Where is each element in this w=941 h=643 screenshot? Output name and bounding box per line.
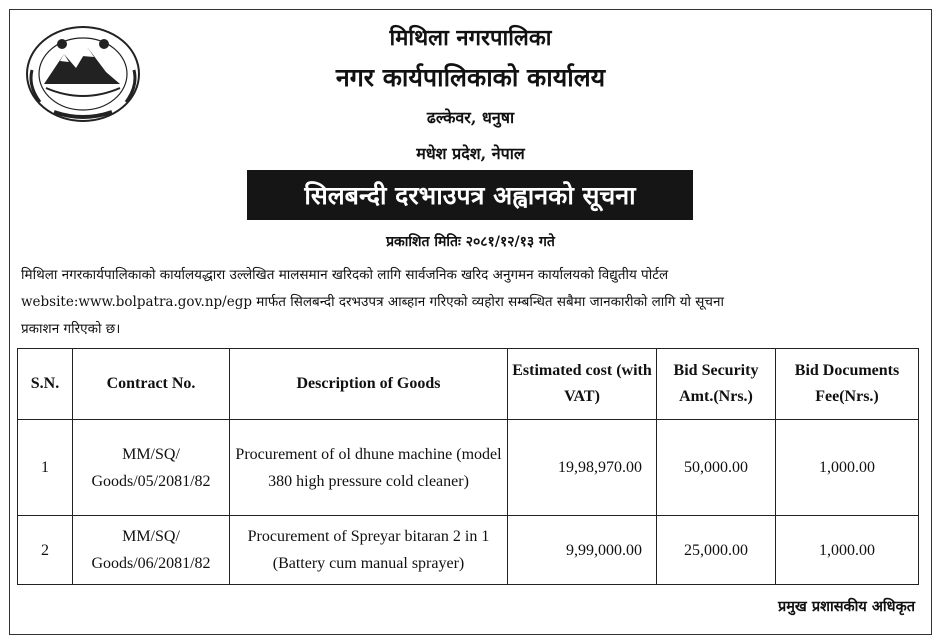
- cell-estimated-cost: 9,99,000.00: [508, 516, 657, 585]
- notice-body-line-1: मिथिला नगरकार्यपालिकाको कार्यालयद्धारा उल्लेखित मालसमान खरिदको लागि सार्वजनिक खरिद अनुगमन कार्यालयको विद्युतीय पोर्टल: [21, 267, 669, 283]
- cell-contract-no: MM/SQ/ Goods/06/2081/82: [73, 516, 230, 585]
- office-province: मधेश प्रदेश, नेपाल: [416, 144, 525, 163]
- cell-sn: 1: [18, 420, 73, 516]
- notice-body-line-3: प्रकाशन गरिएको छ।: [21, 321, 121, 337]
- cell-contract-no: MM/SQ/ Goods/05/2081/82: [73, 420, 230, 516]
- table-row: [18, 420, 919, 516]
- table-row: [18, 516, 919, 585]
- publication-date: प्रकाशित मितिः २०८१/१२/१३ गते: [386, 234, 555, 250]
- notice-body: [21, 262, 921, 343]
- office-location: ढल्केवर, धनुषा: [426, 108, 515, 127]
- header-description: Description of Goods: [230, 349, 508, 420]
- notice-body-line-2: website:www.bolpatra.gov.np/egp मार्फत सिलबन्दी दरभउपत्र आब्हान गरिएको व्यहोरा सम्बन्धित सबैमा जानकारीको लागि यो सूचना: [21, 294, 724, 310]
- cell-estimated-cost: 19,98,970.00: [508, 420, 657, 516]
- office-name: नगर कार्यपालिकाको कार्यालय: [335, 63, 606, 92]
- municipality-name: मिथिला नगरपालिका: [389, 25, 552, 51]
- cell-bid-fee: 1,000.00: [776, 516, 919, 585]
- cell-bid-fee: 1,000.00: [776, 420, 919, 516]
- table-header-row: [18, 349, 919, 420]
- cell-bid-security: 50,000.00: [657, 420, 776, 516]
- header-contract-no: Contract No.: [73, 349, 230, 420]
- cell-description: Procurement of ol dhune machine (model 380 high pressure cold cleaner): [230, 420, 508, 516]
- cell-bid-security: 25,000.00: [657, 516, 776, 585]
- cell-sn: 2: [18, 516, 73, 585]
- procurement-table: [17, 348, 919, 585]
- header-bid-security: Bid Security Amt.(Nrs.): [657, 349, 776, 420]
- cell-description: Procurement of Spreyar bitaran 2 in 1 (Battery cum manual sprayer): [230, 516, 508, 585]
- signatory-title: प्रमुख प्रशासकीय अधिकृत: [778, 598, 915, 615]
- notice-title-banner: सिलबन्दी दरभाउपत्र अह्वानको सूचना: [247, 170, 693, 220]
- header-sn: S.N.: [18, 349, 73, 420]
- header-estimated-cost: Estimated cost (with VAT): [508, 349, 657, 420]
- header-bid-fee: Bid Documents Fee(Nrs.): [776, 349, 919, 420]
